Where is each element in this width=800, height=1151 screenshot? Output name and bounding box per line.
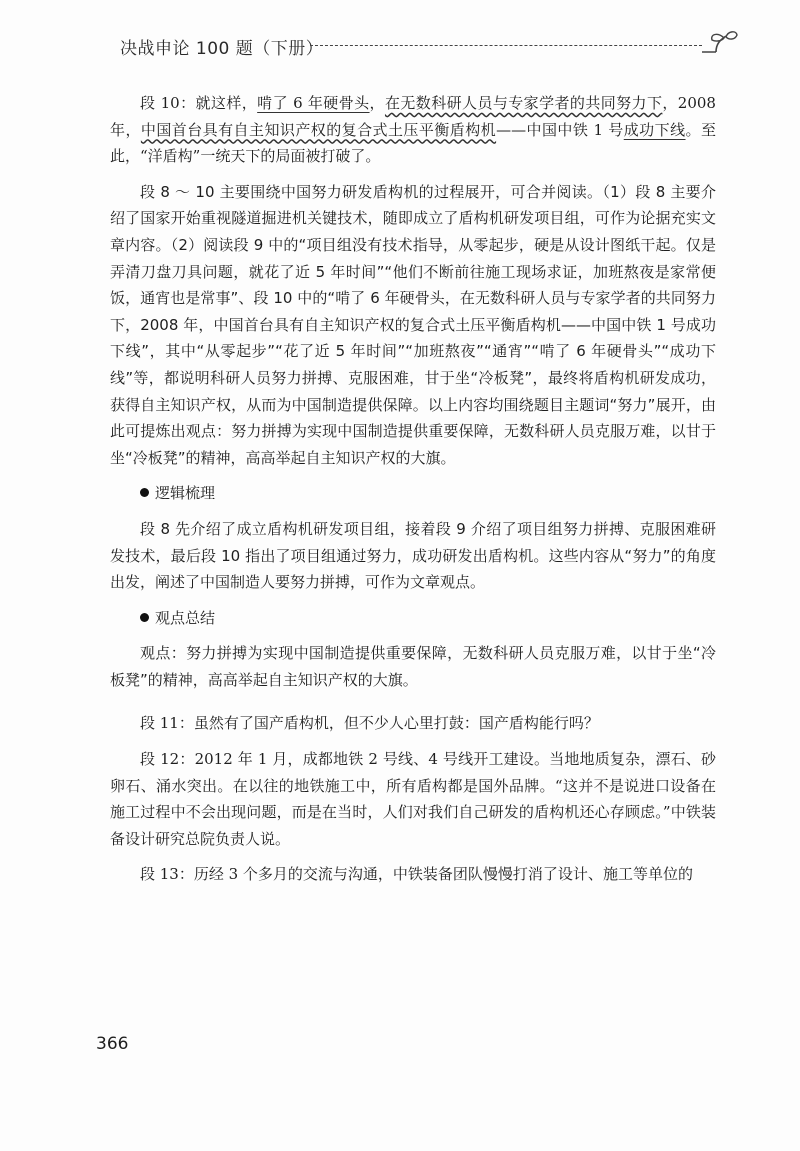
p10-underline-1: 啃了 6 年硬骨头 [257,94,370,112]
paragraph-11: 段 11：虽然有了国产盾构机，但不少人心里打鼓：国产盾构能行吗？ [140,714,599,733]
page-number: 366 [96,1034,129,1054]
paragraph-10 [110,90,716,170]
running-header [120,30,740,64]
paragraph-12: 段 12：2012 年 1 月，成都地铁 2 号线、4 号线开工建设。当地地质复杂，漂石、砂卵石、涌水突出。在以往的地铁施工中，所有盾构都是国外品牌。“这并不是说进口设备在施工过程中不会出现问题，而是在当时，人们对我们自己研发的盾构机还心存顾虑。”中铁装备设计研究总院负责人说。 [110,750,716,848]
p10-mid-2: ，2008 年， [110,94,716,139]
bullet-dot-icon [140,488,149,497]
p10-underline-3: 中国首台具有自主知识产权的复合式土压平衡盾构机 [140,120,497,139]
sprout-icon [700,30,740,60]
summary-paragraph: 观点：努力拼搏为实现中国制造提供重要保障，无数科研人员克服万难，以甘于坐“冷板凳”的精神，高高举起自主知识产权的大旗。 [110,644,716,689]
summary-heading [110,605,716,632]
p10-suffix: 。至此，“洋盾构”一统天下的局面被打破了。 [110,120,716,166]
header-rule [310,45,702,46]
p10-mid-1: ， [369,94,385,112]
p10-mid-3: ——中国中铁 1 号 [496,120,624,139]
page-content [110,90,716,897]
p10-underline-4: 成功下线 [623,120,686,139]
logic-paragraph: 段 8 先介绍了成立盾构机研发项目组，接着段 9 介绍了项目组努力拼搏、克服困难研发技术，最后段 10 指出了项目组通过努力，成功研发出盾构机。这些内容从“努力”的角度出发，阐述了中国制造人要努力拼搏，可作为文章观点。 [110,519,716,592]
bullet-dot-icon [140,613,149,622]
summary-heading-text: 观点总结 [155,608,216,627]
book-title: 决战申论 100 题（下册） [120,39,324,59]
analysis-paragraph: 段 8 ～ 10 主要围绕中国努力研发盾构机的过程展开，可合并阅读。（1）段 8 主要介绍了国家开始重视隧道掘进机关键技术，随即成立了盾构机研发项目组，可作为论据充实文章内容。（2）阅读段 9 中的“项目组没有技术指导，从零起步，硬是从设计图纸干起。仅是弄清刀盘刀具问题，就花了近 5 年时间”“他们不断前往施工现场求证，加班熬夜是家常便饭，通宵也是常事”、段 10 中的“啃了 6 年硬骨头，在无数科研人员与专家学者的共同努力下，2008 年，中国首台具有自主知识产权的复合式土压平衡盾构机——中国中铁 1 号成功下线”，其中“从零起步”“花了近 5 年时间”“加班熬夜”“通宵”“啃了 6 年硬骨头”“成功下线”等，都说明科研人员努力拼搏、克服困难，甘于坐“冷板凳”，最终将盾构机研发成功，获得自主知识产权，从而为中国制造提供保障。以上内容均围绕题目主题词“努力”展开，由此可提炼出观点：努力拼搏为实现中国制造提供重要保障，无数科研人员克服万难，以甘于坐“冷板凳”的精神，高高举起自主知识产权的大旗。 [110,182,716,467]
p10-prefix: 段 10：就这样， [140,94,258,112]
logic-heading [110,480,716,507]
logic-heading-text: 逻辑梳理 [155,484,216,503]
paragraph-13: 段 13：历经 3 个多月的交流与沟通，中铁装备团队慢慢打消了设计、施工等单位的 [140,865,693,884]
p10-underline-2: 在无数科研人员与专家学者的共同努力下 [384,94,663,112]
